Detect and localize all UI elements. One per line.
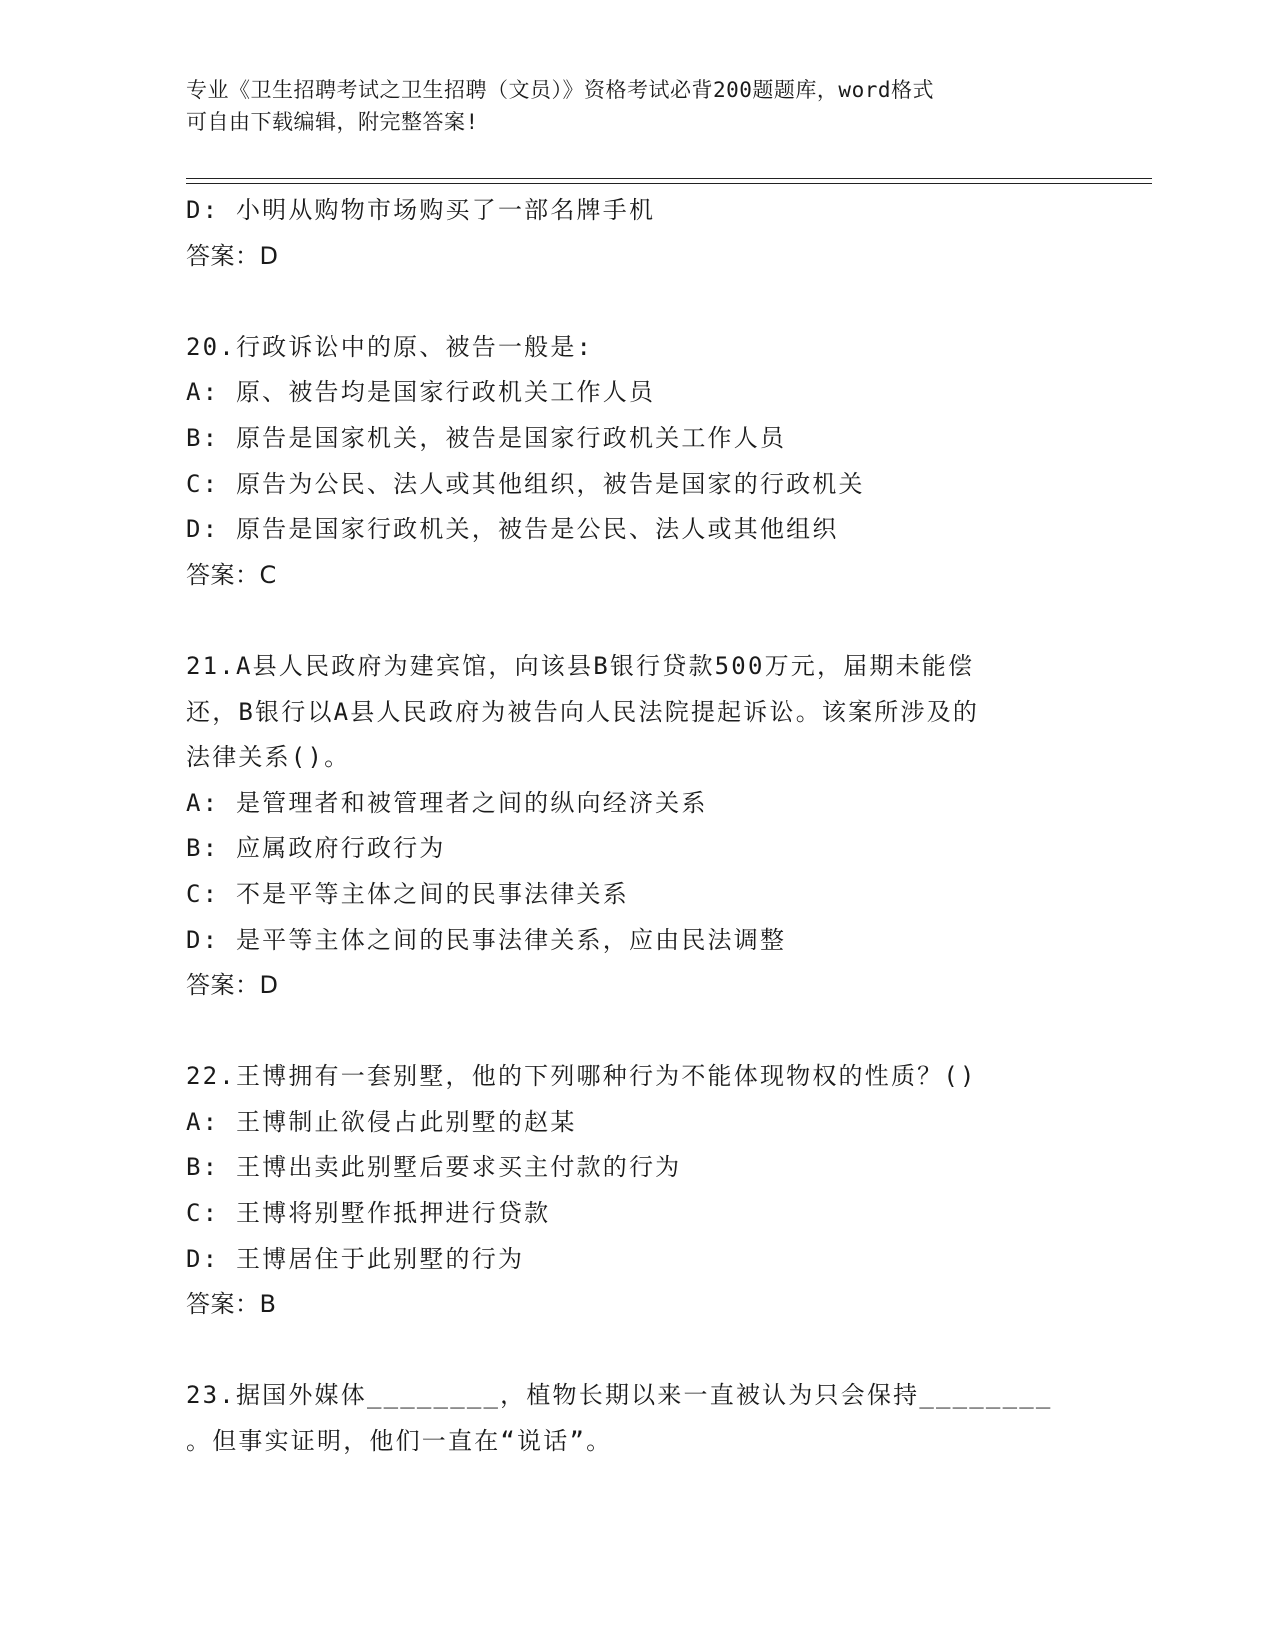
header-divider-top bbox=[186, 178, 1152, 179]
question-list bbox=[186, 188, 1086, 1465]
header-title-line-1: 专业《卫生招聘考试之卫生招聘（文员）》资格考试必背200题题库，word格式 bbox=[186, 78, 934, 102]
option-c: C: 原告为公民、法人或其他组织，被告是国家的行政机关 bbox=[186, 469, 865, 498]
question-text: 22.王博拥有一套别墅，他的下列哪种行为不能体现物权的性质？() bbox=[186, 1062, 977, 1091]
option-a: A: 是管理者和被管理者之间的纵向经济关系 bbox=[186, 788, 708, 817]
option-c: C: 王博将别墅作抵押进行贷款 bbox=[186, 1199, 551, 1228]
spacer bbox=[186, 1328, 1086, 1374]
option-b: B: 应属政府行政行为 bbox=[186, 834, 446, 863]
answer-line: 答案：C bbox=[186, 560, 277, 589]
option-d: D: 是平等主体之间的民事法律关系，应由民法调整 bbox=[186, 925, 787, 954]
answer-line: 答案：D bbox=[186, 241, 279, 270]
answer-line: 答案：B bbox=[186, 1290, 277, 1319]
option-d: D: 王博居住于此别墅的行为 bbox=[186, 1244, 525, 1273]
option-a: A: 王博制止欲侵占此别墅的赵某 bbox=[186, 1107, 577, 1136]
question-text-line-2: 还，B银行以A县人民政府为被告向人民法院提起诉讼。该案所涉及的 bbox=[186, 697, 980, 726]
option-b: B: 原告是国家机关，被告是国家行政机关工作人员 bbox=[186, 423, 787, 452]
question-19 bbox=[186, 188, 1086, 279]
answer-line: 答案：D bbox=[186, 971, 279, 1000]
spacer bbox=[186, 279, 1086, 325]
question-22 bbox=[186, 1054, 1086, 1328]
document-header bbox=[186, 74, 1066, 138]
question-23 bbox=[186, 1373, 1086, 1464]
option-d: D: 原告是国家行政机关，被告是公民、法人或其他组织 bbox=[186, 515, 839, 544]
spacer bbox=[186, 598, 1086, 644]
header-divider-bottom bbox=[186, 183, 1152, 184]
question-text-line-2: 。但事实证明，他们一直在“说话”。 bbox=[186, 1427, 613, 1456]
spacer bbox=[186, 1009, 1086, 1055]
question-text-line-1: 23.据国外媒体________，植物长期以来一直被认为只会保持________ bbox=[186, 1381, 1053, 1410]
question-text-line-3: 法律关系()。 bbox=[186, 743, 351, 772]
option-a: A: 原、被告均是国家行政机关工作人员 bbox=[186, 378, 656, 407]
question-21 bbox=[186, 644, 1086, 1009]
header-title-line-2: 可自由下载编辑，附完整答案! bbox=[186, 110, 479, 134]
option-c: C: 不是平等主体之间的民事法律关系 bbox=[186, 879, 629, 908]
question-20 bbox=[186, 325, 1086, 599]
question-text: 20.行政诉讼中的原、被告一般是: bbox=[186, 332, 594, 361]
option-d: D: 小明从购物市场购买了一部名牌手机 bbox=[186, 196, 656, 224]
option-b: B: 王博出卖此别墅后要求买主付款的行为 bbox=[186, 1153, 682, 1182]
question-text-line-1: 21.A县人民政府为建宾馆，向该县B银行贷款500万元，届期未能偿 bbox=[186, 651, 975, 680]
